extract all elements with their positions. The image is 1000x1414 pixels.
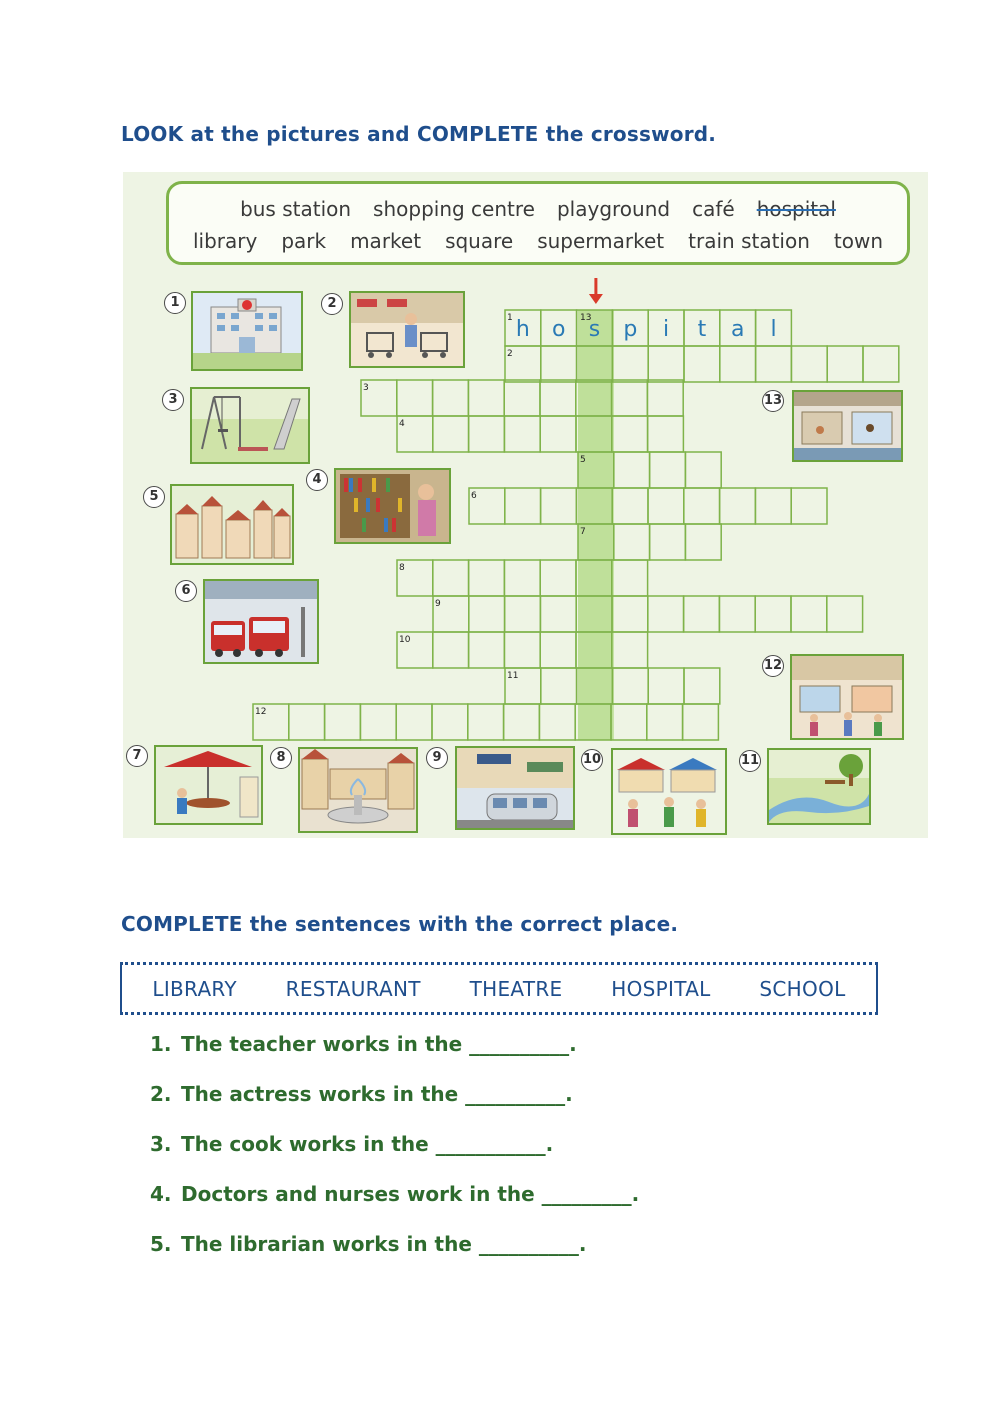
crossword-cell[interactable] bbox=[650, 452, 686, 488]
crossword-cell[interactable] bbox=[650, 524, 686, 560]
picture-number: 2 bbox=[321, 293, 343, 315]
sentence-item bbox=[150, 1032, 639, 1082]
crossword-cell[interactable] bbox=[791, 488, 827, 524]
option-word: THEATRE bbox=[469, 976, 563, 1001]
crossword-cell[interactable] bbox=[612, 668, 648, 704]
crossword-cell[interactable] bbox=[684, 596, 720, 632]
crossword-cell[interactable] bbox=[612, 560, 648, 596]
crossword-cell[interactable] bbox=[648, 596, 684, 632]
answer-letter: h bbox=[515, 317, 530, 342]
crossword-cell[interactable] bbox=[505, 596, 541, 632]
clue-number: 8 bbox=[399, 563, 405, 573]
word-bank-row-1 bbox=[169, 197, 907, 221]
crossword-cell[interactable] bbox=[469, 596, 505, 632]
crossword-cell[interactable] bbox=[719, 596, 755, 632]
word-bank-item: shopping centre bbox=[373, 197, 535, 221]
crossword-cell[interactable] bbox=[685, 524, 721, 560]
crossword-cell[interactable] bbox=[541, 488, 577, 524]
clue-number: 9 bbox=[435, 599, 441, 609]
sentence-number: 3. bbox=[150, 1132, 172, 1156]
clue-number: 1 bbox=[507, 313, 513, 323]
picture-hospital bbox=[191, 291, 303, 371]
cafe-illustration bbox=[156, 747, 261, 823]
clue-number: 2 bbox=[507, 349, 513, 359]
crossword-cell[interactable] bbox=[684, 346, 720, 382]
word-bank-item: train station bbox=[688, 229, 810, 253]
picture-supermarket bbox=[349, 291, 465, 368]
crossword-cell[interactable] bbox=[541, 346, 577, 382]
crossword-cell[interactable] bbox=[504, 632, 540, 668]
sentences-heading: COMPLETE the sentences with the correct place. bbox=[121, 912, 679, 936]
crossword-cell[interactable] bbox=[612, 488, 648, 524]
crossword-cell[interactable] bbox=[505, 488, 541, 524]
crossword-cell[interactable] bbox=[468, 704, 504, 740]
crossword-cell[interactable] bbox=[504, 380, 540, 416]
word-bank-item: café bbox=[692, 197, 735, 221]
answer-letter: o bbox=[551, 317, 566, 342]
crossword-cell[interactable] bbox=[360, 704, 396, 740]
crossword-cell[interactable] bbox=[612, 416, 648, 452]
sentence-number: 4. bbox=[150, 1182, 172, 1206]
clue-number: 4 bbox=[399, 419, 405, 429]
clue-number: 13 bbox=[580, 313, 592, 323]
park-illustration bbox=[769, 750, 869, 823]
answer-letter: t bbox=[697, 317, 707, 342]
answer-letter: l bbox=[770, 317, 777, 342]
picture-number: 3 bbox=[162, 389, 184, 411]
crossword-cell[interactable] bbox=[469, 416, 505, 452]
crossword-cell[interactable] bbox=[540, 380, 576, 416]
word-bank-item: playground bbox=[556, 197, 671, 221]
crossword-cell[interactable] bbox=[684, 668, 720, 704]
crossword-cell[interactable] bbox=[540, 560, 576, 596]
picture-number: 7 bbox=[126, 745, 148, 767]
option-word: HOSPITAL bbox=[611, 976, 711, 1001]
playground-illustration bbox=[192, 389, 308, 462]
crossword-cell[interactable] bbox=[504, 416, 540, 452]
crossword-cell[interactable] bbox=[433, 632, 469, 668]
crossword-cell[interactable] bbox=[433, 380, 469, 416]
crossword-cell[interactable] bbox=[614, 524, 650, 560]
clue-number: 6 bbox=[471, 491, 477, 501]
crossword-cell[interactable] bbox=[504, 704, 540, 740]
crossword-cell[interactable] bbox=[685, 452, 721, 488]
picture-shopping-centre bbox=[790, 654, 904, 740]
options-box bbox=[120, 962, 878, 1015]
answer-letter: i bbox=[663, 317, 670, 342]
crossword-cell[interactable] bbox=[647, 380, 683, 416]
crossword-cell[interactable] bbox=[504, 560, 540, 596]
crossword-cell[interactable] bbox=[863, 346, 899, 382]
word-bank-item: bus station bbox=[240, 197, 352, 221]
shopping-centre-illustration bbox=[792, 656, 902, 738]
crossword-cell[interactable] bbox=[469, 560, 505, 596]
crossword-cell[interactable] bbox=[791, 596, 827, 632]
bus-station-illustration bbox=[205, 581, 317, 662]
supermarket-illustration bbox=[351, 293, 463, 366]
sentence-list bbox=[150, 1032, 639, 1282]
crossword-cell[interactable] bbox=[396, 704, 432, 740]
crossword-cell[interactable] bbox=[720, 488, 756, 524]
crossword-cell[interactable] bbox=[612, 380, 648, 416]
sentence-number: 1. bbox=[150, 1032, 172, 1056]
crossword-cell[interactable] bbox=[469, 632, 505, 668]
train-station-illustration bbox=[457, 748, 573, 828]
crossword-cell[interactable] bbox=[611, 704, 647, 740]
crossword-cell[interactable] bbox=[684, 488, 720, 524]
picture-train-station bbox=[455, 746, 575, 830]
crossword-cell[interactable] bbox=[468, 380, 504, 416]
picture-number: 5 bbox=[143, 486, 165, 508]
hospital-illustration bbox=[193, 293, 301, 369]
library-illustration bbox=[336, 470, 449, 542]
clue-number: 12 bbox=[255, 707, 267, 717]
crossword-cell[interactable] bbox=[647, 704, 683, 740]
sentence-text: The teacher works in the __________. bbox=[181, 1032, 577, 1056]
crossword-cell[interactable] bbox=[755, 488, 791, 524]
crossword-heading: LOOK at the pictures and COMPLETE the crossword. bbox=[121, 122, 717, 146]
sentence-text: The cook works in the ___________. bbox=[181, 1132, 554, 1156]
arrow-head-icon bbox=[589, 294, 603, 304]
market-illustration bbox=[613, 750, 725, 833]
crossword-cell[interactable] bbox=[791, 346, 827, 382]
word-bank bbox=[166, 181, 910, 265]
picture-theatre bbox=[792, 390, 903, 462]
picture-number: 12 bbox=[762, 655, 784, 677]
crossword-cell[interactable] bbox=[648, 668, 684, 704]
clue-number: 11 bbox=[507, 671, 519, 681]
theatre-illustration bbox=[794, 392, 901, 460]
crossword-cell[interactable] bbox=[540, 416, 576, 452]
picture-park bbox=[767, 748, 871, 825]
answer-letter: s bbox=[588, 317, 601, 342]
option-word: RESTAURANT bbox=[285, 976, 421, 1001]
crossword-cell[interactable] bbox=[540, 632, 576, 668]
crossword-cell[interactable] bbox=[325, 704, 361, 740]
sentence-number: 2. bbox=[150, 1082, 172, 1106]
picture-number: 9 bbox=[426, 747, 448, 769]
crossword-cell[interactable] bbox=[648, 346, 684, 382]
square-illustration bbox=[300, 749, 416, 831]
picture-town bbox=[170, 484, 294, 565]
crossword-cell[interactable] bbox=[827, 346, 863, 382]
clue-number: 3 bbox=[363, 383, 369, 393]
crossword-cell[interactable] bbox=[540, 596, 576, 632]
crossword-cell[interactable] bbox=[541, 668, 577, 704]
word-bank-item: library bbox=[192, 229, 258, 253]
picture-number: 6 bbox=[175, 580, 197, 602]
picture-number: 13 bbox=[762, 390, 784, 412]
crossword-cell[interactable] bbox=[539, 704, 575, 740]
sentence-text: Doctors and nurses work in the _________. bbox=[181, 1182, 640, 1206]
crossword-cell[interactable] bbox=[648, 488, 684, 524]
word-bank-row-2 bbox=[169, 229, 907, 253]
sentence-item bbox=[150, 1082, 639, 1132]
crossword-cell[interactable] bbox=[720, 346, 756, 382]
sentence-item bbox=[150, 1182, 639, 1232]
sentence-text: The actress works in the __________. bbox=[181, 1082, 573, 1106]
word-bank-item: market bbox=[350, 229, 422, 253]
crossword-cell[interactable] bbox=[433, 560, 469, 596]
crossword-cell[interactable] bbox=[648, 416, 684, 452]
answer-letter: a bbox=[730, 317, 745, 342]
crossword-cell[interactable] bbox=[612, 346, 648, 382]
crossword-cell[interactable] bbox=[683, 704, 719, 740]
crossword-cell[interactable] bbox=[289, 704, 325, 740]
clue-number: 5 bbox=[580, 455, 586, 465]
answer-letter: p bbox=[623, 317, 638, 342]
picture-market bbox=[611, 748, 727, 835]
picture-cafe bbox=[154, 745, 263, 825]
crossword-cell[interactable] bbox=[755, 596, 791, 632]
sentence-item bbox=[150, 1132, 639, 1182]
picture-square bbox=[298, 747, 418, 833]
crossword-cell[interactable] bbox=[397, 380, 433, 416]
word-bank-item-crossed: hospital bbox=[756, 197, 836, 221]
word-bank-item: town bbox=[833, 229, 884, 253]
crossword-cell[interactable] bbox=[433, 416, 469, 452]
picture-number: 1 bbox=[164, 292, 186, 314]
town-illustration bbox=[172, 486, 292, 563]
picture-number: 8 bbox=[270, 747, 292, 769]
crossword-cell[interactable] bbox=[756, 346, 792, 382]
highlight-column bbox=[578, 310, 614, 740]
clue-number: 10 bbox=[399, 635, 411, 645]
sentence-number: 5. bbox=[150, 1232, 172, 1256]
picture-number: 11 bbox=[739, 750, 761, 772]
crossword-cell[interactable] bbox=[612, 596, 648, 632]
picture-bus-station bbox=[203, 579, 319, 664]
picture-library bbox=[334, 468, 451, 544]
option-word: LIBRARY bbox=[152, 976, 237, 1001]
picture-number: 10 bbox=[581, 749, 603, 771]
crossword-cell[interactable] bbox=[432, 704, 468, 740]
sentence-text: The librarian works in the __________. bbox=[181, 1232, 587, 1256]
crossword-cell[interactable] bbox=[612, 632, 648, 668]
option-word: SCHOOL bbox=[759, 976, 846, 1001]
clue-number: 7 bbox=[580, 527, 586, 537]
crossword-cell[interactable] bbox=[827, 596, 863, 632]
picture-number: 4 bbox=[306, 469, 328, 491]
word-bank-item: supermarket bbox=[537, 229, 665, 253]
word-bank-item: square bbox=[445, 229, 514, 253]
word-bank-item: park bbox=[281, 229, 327, 253]
crossword-cell[interactable] bbox=[614, 452, 650, 488]
picture-playground bbox=[190, 387, 310, 464]
sentence-item bbox=[150, 1232, 639, 1282]
